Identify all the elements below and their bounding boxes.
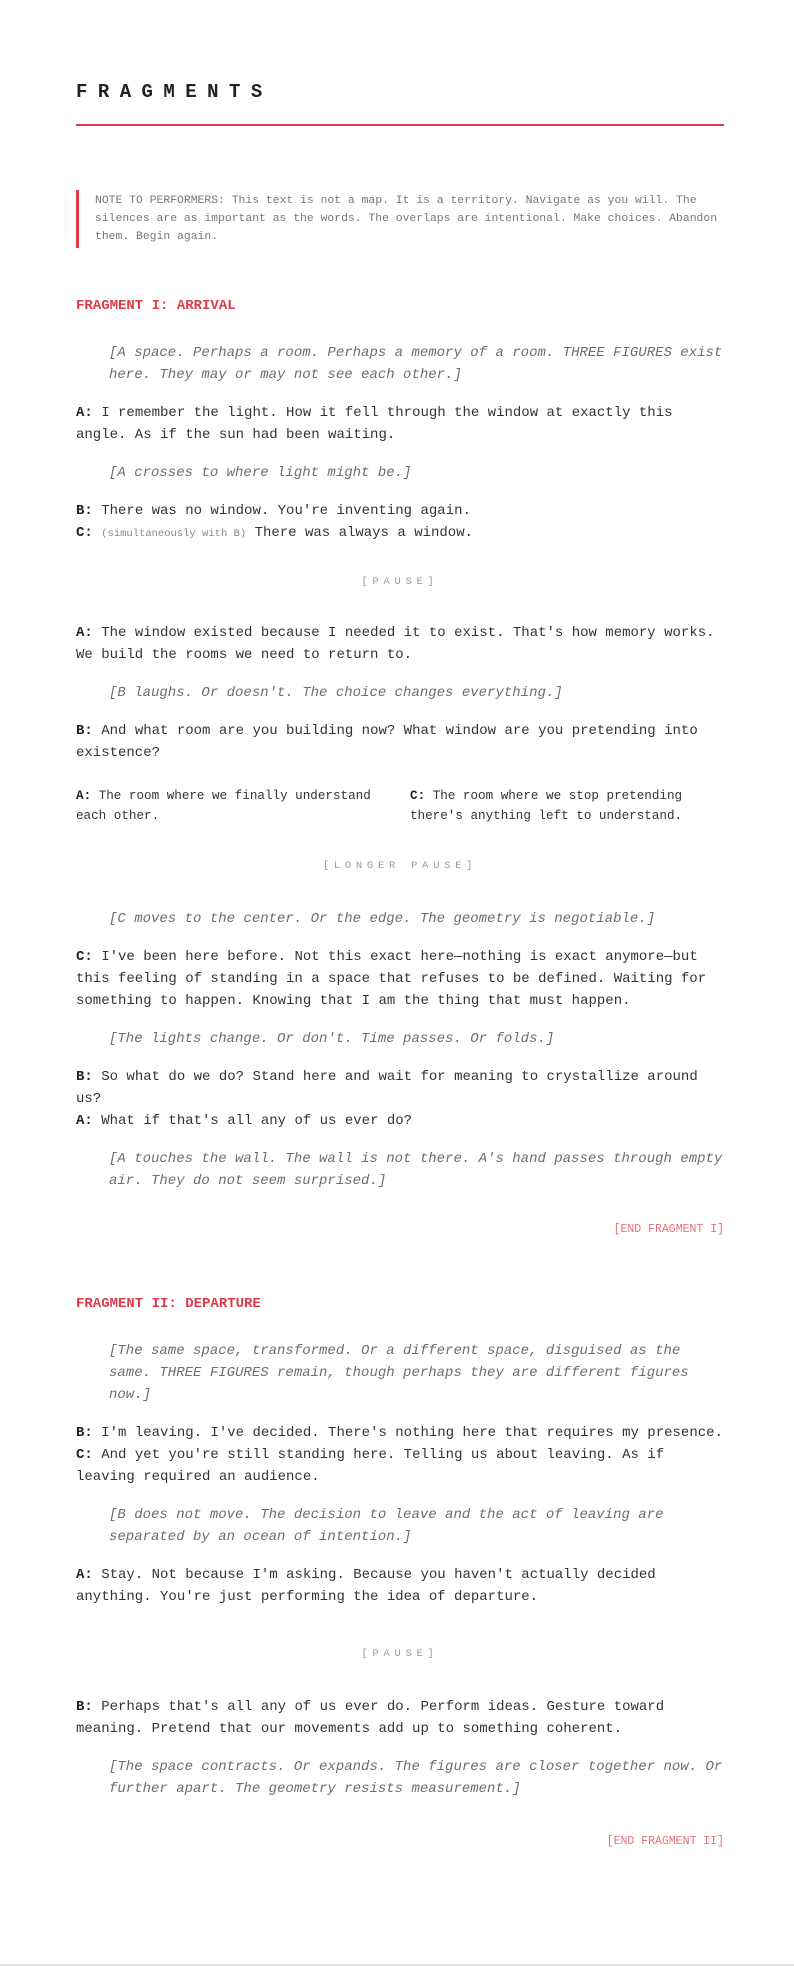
speaker-label: B: — [76, 1069, 93, 1085]
speaker-label: C: — [410, 789, 426, 803]
dialogue-line: B: There was no window. You're inventing again. — [76, 503, 471, 519]
dialogue-line: A: What if that's all any of us ever do? — [76, 1113, 413, 1129]
pause-marker: [PAUSE] — [361, 576, 439, 588]
page-title: FRAGMENTS — [76, 81, 273, 103]
dialogue-line: B: And what room are you building now? What window are you pretending into existence? — [76, 723, 698, 761]
dialogue-line: A: I remember the light. How it fell through the window at exactly this angle. As if the sun had been waiting. — [76, 405, 673, 443]
speaker-label: A: — [76, 625, 93, 641]
speaker-label: B: — [76, 503, 93, 519]
parenthetical: (simultaneously with B) — [101, 528, 247, 540]
speaker-label: C: — [76, 525, 93, 541]
overlap-right: C: The room where we stop pretending there's anything left to understand. — [410, 789, 683, 823]
stage-direction: [The space contracts. Or expands. The figures are closer together now. Or further apart. The geometry resists measurement.] — [109, 1759, 723, 1797]
speaker-label: B: — [76, 1699, 93, 1715]
speaker-label: A: — [76, 405, 93, 421]
pause-marker: [PAUSE] — [361, 1648, 439, 1660]
stage-direction: [The lights change. Or don't. Time passes. Or folds.] — [109, 1031, 555, 1047]
speaker-label: B: — [76, 723, 93, 739]
stage-direction: [A touches the wall. The wall is not there. A's hand passes through empty air. They do not seem surprised.] — [109, 1151, 723, 1189]
performer-note: NOTE TO PERFORMERS: This text is not a map. It is a territory. Navigate as you will. The silences are as important as the words. The overlaps are intentional. Make choices. Abandon them. Begin again. — [76, 190, 720, 248]
pause-marker: [LONGER PAUSE] — [322, 860, 478, 872]
end-fragment-marker: [END FRAGMENT II] — [606, 1835, 724, 1848]
dialogue-line: A: The window existed because I needed it to exist. That's how memory works. We build the rooms we need to return to. — [76, 625, 715, 663]
dialogue-line: C: And yet you're still standing here. Telling us about leaving. As if leaving required an audience. — [76, 1447, 665, 1485]
stage-direction: [A space. Perhaps a room. Perhaps a memory of a room. THREE FIGURES exist here. They may or may not see each other.] — [109, 345, 723, 383]
end-fragment-marker: [END FRAGMENT I] — [613, 1223, 724, 1236]
dialogue-line: B: So what do we do? Stand here and wait for meaning to crystallize around us? — [76, 1069, 698, 1107]
stage-direction: [B laughs. Or doesn't. The choice changes everything.] — [109, 685, 563, 701]
dialogue-line: C: (simultaneously with B) There was always a window. — [76, 525, 473, 541]
dialogue-line: B: Perhaps that's all any of us ever do. Perform ideas. Gesture toward meaning. Pretend that our movements add up to something coherent. — [76, 1699, 665, 1737]
stage-direction: [B does not move. The decision to leave and the act of leaving are separated by an ocean of intention.] — [109, 1507, 664, 1545]
dialogue-line: B: I'm leaving. I've decided. There's nothing here that requires my presence. — [76, 1425, 723, 1441]
speaker-label: C: — [76, 949, 93, 965]
overlapping-dialogue — [76, 786, 724, 826]
speaker-label: A: — [76, 1113, 93, 1129]
dialogue-line: C: I've been here before. Not this exact here—nothing is exact anymore—but this feeling of standing in a space that refuses to be defined. Waiting for something to happen. Knowing that I am the thing that must happen. — [76, 949, 707, 1009]
speaker-label: A: — [76, 789, 92, 803]
page-header — [76, 0, 724, 126]
stage-direction: [The same space, transformed. Or a different space, disguised as the same. THREE FIGURES remain, though perhaps they are different figures now.] — [109, 1343, 689, 1403]
fragment-2-title: FRAGMENT II: DEPARTURE — [76, 1296, 261, 1312]
overlap-left: A: The room where we finally understand each other. — [76, 789, 371, 823]
page-bottom-edge — [0, 1964, 794, 1965]
speaker-label: B: — [76, 1425, 93, 1441]
speaker-label: A: — [76, 1567, 93, 1583]
fragment-1-title: FRAGMENT I: ARRIVAL — [76, 298, 236, 314]
dialogue-line: A: Stay. Not because I'm asking. Because you haven't actually decided anything. You're just performing the idea of departure. — [76, 1567, 656, 1605]
stage-direction: [C moves to the center. Or the edge. The geometry is negotiable.] — [109, 911, 656, 927]
script-content — [76, 296, 724, 1850]
speaker-label: C: — [76, 1447, 93, 1463]
stage-direction: [A crosses to where light might be.] — [109, 465, 412, 481]
